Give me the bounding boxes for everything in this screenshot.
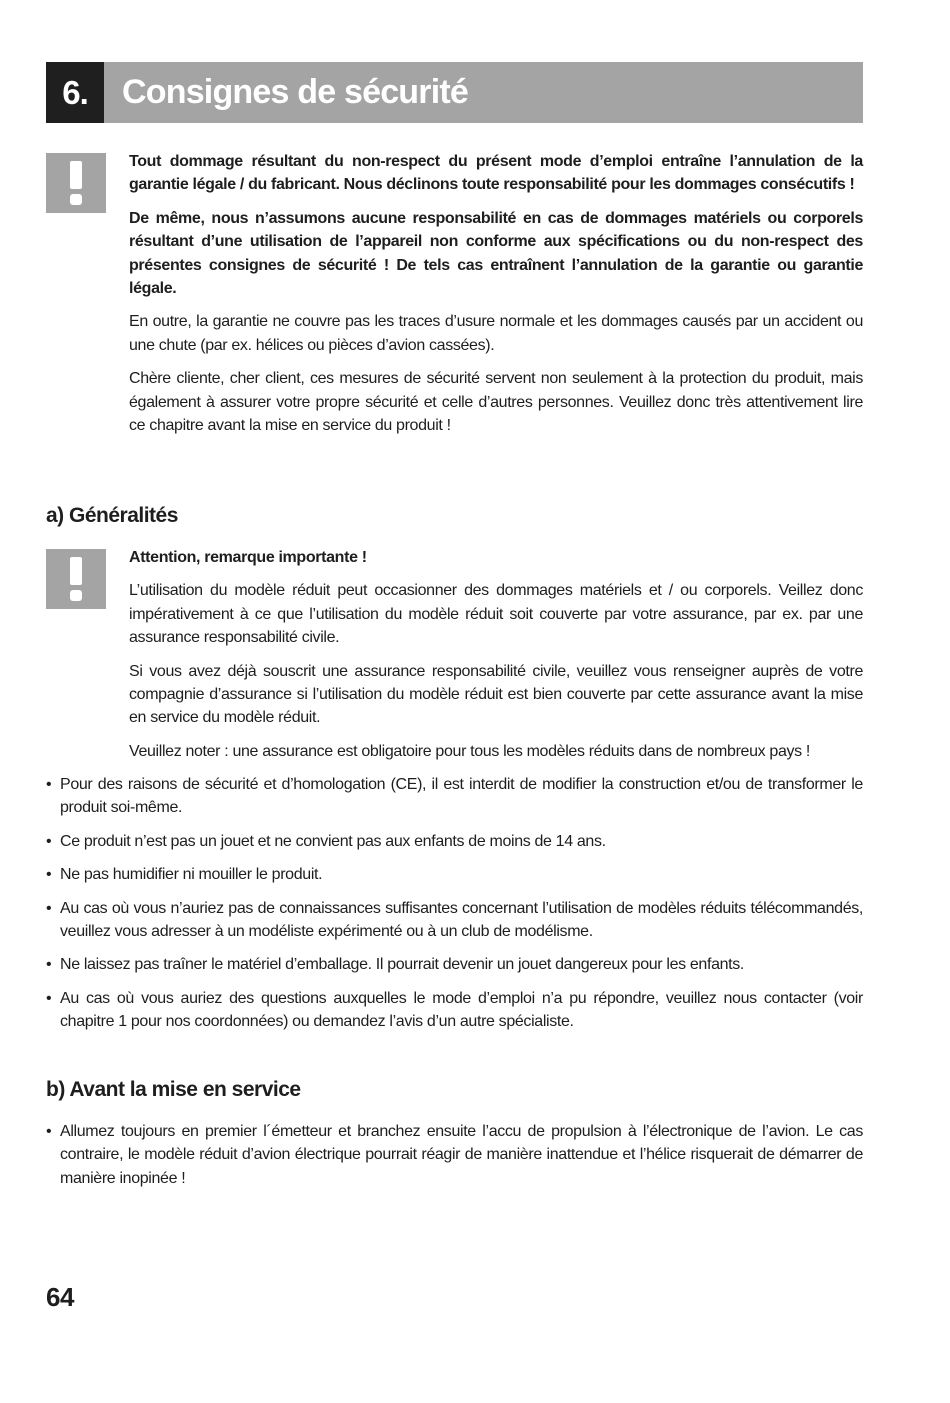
intro-bold-paragraph: Tout dommage résultant du non-respect du présent mode d’emploi entraîne l’annulation de la garantie légale / du fabricant. Nous déclinons toute responsabilité pour les dommages consécutifs ! bbox=[129, 153, 863, 194]
bullet-marker: • bbox=[46, 832, 52, 850]
list-item-text: Au cas où vous n’auriez pas de connaissances suffisantes concernant l’utilisation de modèles réduits télécommandés, veuillez vous adresser à un modéliste expérimenté ou à un club de modélisme. bbox=[60, 899, 863, 941]
list-item-text: Pour des raisons de sécurité et d’homologation (CE), il est interdit de modifier la construction et/ou de transformer le produit soi-même. bbox=[60, 776, 863, 817]
bullet-marker: • bbox=[46, 866, 52, 884]
section-b-bullet-list bbox=[46, 1120, 863, 1200]
warning-icon bbox=[46, 153, 106, 213]
section-a-note bbox=[129, 546, 863, 773]
intro-paragraph: Chère cliente, cher client, ces mesures de sécurité servent non seulement à la protection du produit, mais également à assurer votre propre sécurité et celle d’autres personnes. Veuillez donc très attentivement lire ce chapitre avant la mise en service du produit ! bbox=[129, 370, 863, 435]
list-item-text: Ce produit n’est pas un jouet et ne convient pas aux enfants de moins de 14 ans. bbox=[60, 832, 606, 850]
list-item bbox=[46, 830, 863, 853]
chapter-title: Consignes de sécurité bbox=[104, 62, 863, 123]
bullet-marker: • bbox=[46, 989, 52, 1007]
warning-icon bbox=[46, 549, 106, 609]
list-item bbox=[46, 953, 863, 976]
note-paragraph: Veuillez noter : une assurance est obligatoire pour tous les modèles réduits dans de nombreux pays ! bbox=[129, 742, 810, 760]
page-number: 64 bbox=[46, 1282, 74, 1312]
list-item bbox=[46, 1120, 863, 1190]
section-a-heading: a) Généralités bbox=[46, 504, 178, 527]
list-item-text: Ne pas humidifier ni mouiller le produit. bbox=[60, 866, 323, 884]
section-b-heading: b) Avant la mise en service bbox=[46, 1078, 301, 1101]
list-item bbox=[46, 773, 863, 820]
chapter-header bbox=[46, 62, 863, 123]
list-item-text: Ne laissez pas traîner le matériel d’emballage. Il pourrait devenir un jouet dangereux pour les enfants. bbox=[60, 956, 745, 974]
list-item-text: Au cas où vous auriez des questions auxquelles le mode d’emploi n’a pu répondre, veuillez nous contacter (voir chapitre 1 pour nos coordonnées) ou demandez l’avis d’un autre spécialiste. bbox=[60, 989, 863, 1031]
note-paragraph: Si vous avez déjà souscrit une assurance responsabilité civile, veuillez vous renseigner auprès de votre compagnie d’assurance si l’utilisation du modèle réduit est bien couverte par cette assurance avant la mise en service du modèle réduit. bbox=[129, 662, 863, 727]
section-a-bullet-list bbox=[46, 773, 863, 1044]
list-item-text: Allumez toujours en premier l´émetteur et branchez ensuite l’accu de propulsion à l’électronique de l’avion. Le cas contraire, le modèle réduit d’avion électrique pourrait réagir de manière inattendue et l’hélice risquerait de démarrer de manière inopinée ! bbox=[60, 1123, 863, 1187]
bullet-marker: • bbox=[46, 1123, 52, 1140]
bullet-marker: • bbox=[46, 899, 52, 917]
list-item bbox=[46, 987, 863, 1034]
list-item bbox=[46, 863, 863, 886]
bullet-marker: • bbox=[46, 776, 52, 793]
bullet-marker: • bbox=[46, 956, 52, 974]
intro-block bbox=[129, 150, 863, 447]
intro-paragraph: En outre, la garantie ne couvre pas les traces d’usure normale et les dommages causés par un accident ou une chute (par ex. hélices ou pièces d’avion cassées). bbox=[129, 313, 863, 354]
chapter-number: 6. bbox=[46, 62, 104, 123]
note-title: Attention, remarque importante ! bbox=[129, 549, 367, 566]
intro-bold-paragraph: De même, nous n’assumons aucune responsabilité en cas de dommages matériels ou corporels résultant d’une utilisation de l’appareil non conforme aux spécifications ou du non-respect des présentes consignes de sécurité ! De tels cas entraînent l’annulation de la garantie ou garantie légale. bbox=[129, 209, 863, 298]
list-item bbox=[46, 897, 863, 944]
note-paragraph: L’utilisation du modèle réduit peut occasionner des dommages matériels et / ou corporels. Veillez donc impérativement à ce que l’utilisation du modèle réduit soit couverte par votre assurance, par ex. par une assurance responsabilité civile. bbox=[129, 582, 863, 647]
